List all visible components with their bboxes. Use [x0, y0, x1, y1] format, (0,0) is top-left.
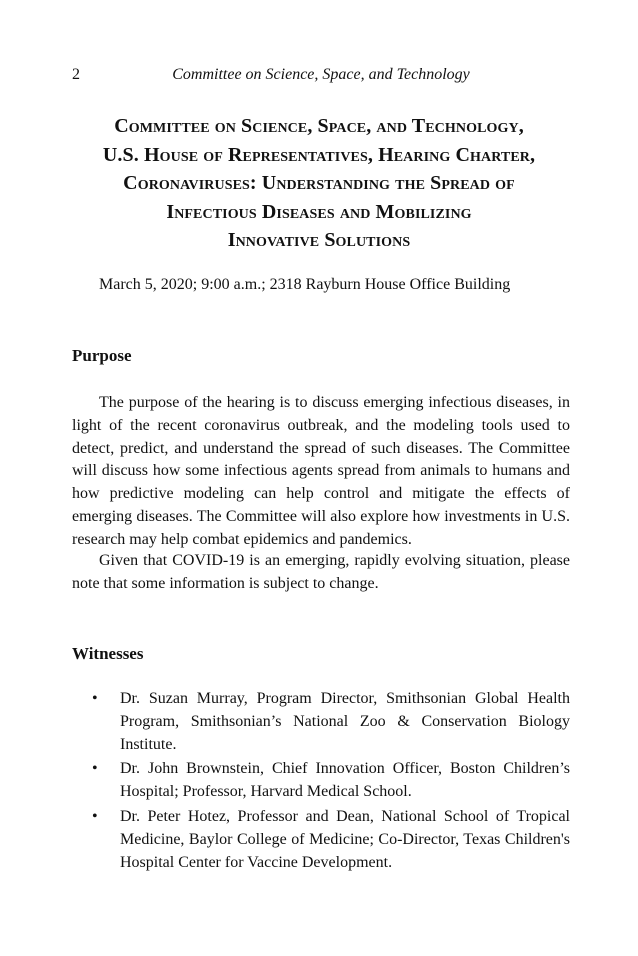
bullet-icon: • — [92, 760, 98, 778]
purpose-heading: Purpose — [72, 346, 132, 365]
title-line: U.S. House of Representatives, Hearing Charter, — [102, 143, 536, 166]
title-line: Infectious Diseases and Mobilizing — [166, 200, 472, 223]
witness-text: Dr. Suzan Murray, Program Director, Smithsonian Global Health Program, Smithsonian’s National Zoo & Conservation Biology Institute. — [120, 690, 570, 753]
bullet-icon: • — [92, 807, 98, 825]
page-number: 2 — [72, 66, 80, 83]
title-line: Coronaviruses: Understanding the Spread of — [123, 172, 515, 194]
witness-item — [72, 688, 570, 756]
bullet-icon: • — [92, 690, 98, 707]
witness-item — [72, 758, 570, 804]
witness-text: Dr. Peter Hotez, Professor and Dean, National School of Tropical Medicine, Baylor College of Medicine; Co-Director, Texas Children's Hospital Center for Vaccine Development. — [120, 807, 570, 871]
witness-text: Dr. John Brownstein, Chief Innovation Officer, Boston Children’s Hospital; Professor, Harvard Medical School. — [120, 760, 570, 801]
hearing-dateline: March 5, 2020; 9:00 a.m.; 2318 Rayburn House Office Building — [99, 276, 511, 293]
witness-list — [72, 688, 570, 876]
title-line: Committee on Science, Space, and Technology, — [114, 115, 524, 137]
running-head: Committee on Science, Space, and Technology — [172, 66, 470, 83]
document-title — [60, 112, 578, 255]
purpose-paragraph: Given that COVID-19 is an emerging, rapidly evolving situation, please note that some information is subject to change. — [72, 552, 570, 592]
title-line: Innovative Solutions — [227, 229, 411, 251]
witnesses-heading: Witnesses — [72, 644, 144, 663]
purpose-paragraph: The purpose of the hearing is to discuss emerging infectious diseases, in light of the recent coronavirus outbreak, and the modeling tools used to detect, predict, and understand the spread of such diseases. The Committee will discuss how some infectious agents spread from animals to humans and how predictive modeling can help control and mitigate the effects of emerging diseases. The Committee will also explore how investments in U.S. research may help combat epidemics and pandemics. — [72, 394, 570, 548]
witness-item — [72, 806, 570, 874]
